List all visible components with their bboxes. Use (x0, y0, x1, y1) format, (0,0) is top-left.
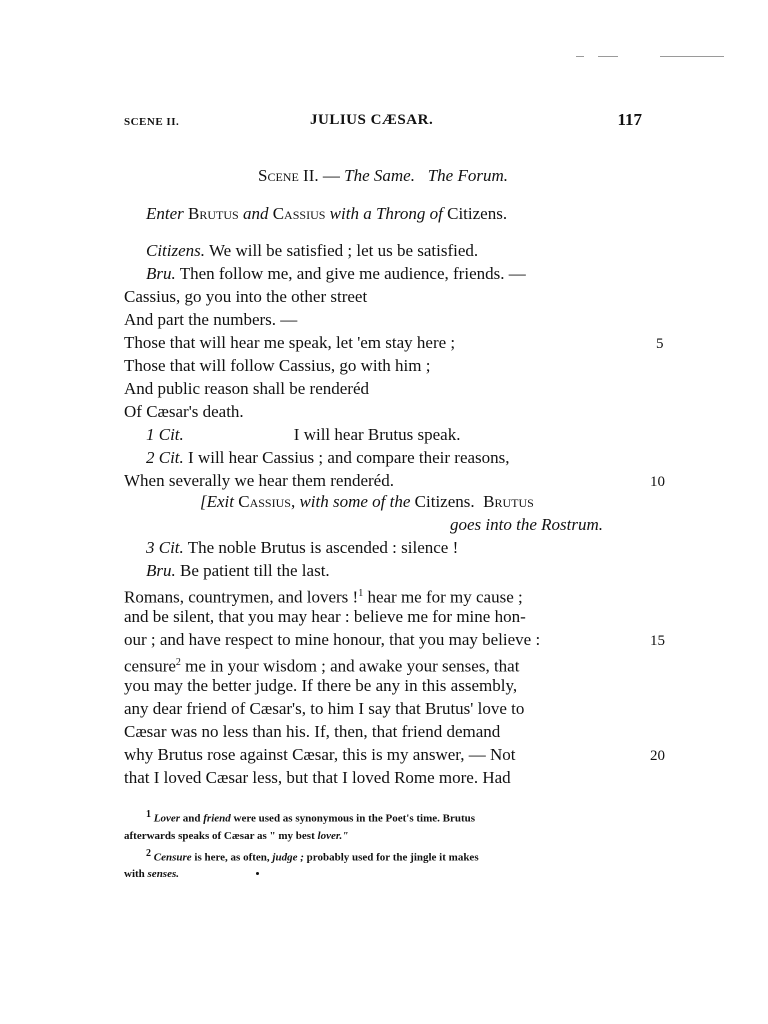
running-header (124, 112, 642, 134)
verse-line: Those that will follow Cassius, go with him ; (124, 356, 431, 375)
verse-line: Those that will hear me speak, let 'em stay here ; (124, 333, 456, 352)
verse-line: Bru. Then follow me, and give me audience, friends. — (146, 264, 526, 283)
prose-line: you may the better judge. If there be any in this assembly, (124, 676, 518, 695)
verse-line: Bru. Be patient till the last. (146, 561, 330, 580)
line-number: 20 (650, 748, 665, 764)
header-scene: SCENE II. (124, 116, 180, 128)
footnotes (124, 806, 642, 883)
footnote-1-cont: afterwards speaks of Cæsar as " my best lover." (124, 829, 349, 842)
prose-line: and be silent, that you may hear : believe me for mine hon- (124, 607, 526, 626)
prose-line: Romans, countrymen, and lovers !$^1$ hear me for my cause ; (124, 587, 523, 607)
prose-line: that I loved Cæsar less, but that I loved Rome more. Had (124, 768, 511, 787)
verse-line: Cassius, go you into the other street (124, 287, 368, 306)
verse-line: And public reason shall be renderéd (124, 379, 369, 398)
stage-direction-enter: Enter Brutus and Cassius with a Throng of Citizens. (146, 204, 508, 223)
verse-line: 3 Cit. The noble Brutus is ascended : silence ! (146, 538, 459, 557)
ink-speck (256, 872, 259, 875)
header-title: JULIUS CÆSAR. (310, 112, 434, 128)
prose-line: Cæsar was no less than his. If, then, that friend demand (124, 722, 501, 741)
top-rule (598, 56, 618, 57)
footnote-2-cont: with senses. (124, 868, 180, 881)
verse-line: 2 Cit. I will hear Cassius ; and compare their reasons, (146, 448, 510, 467)
verse-line: Citizens. We will be satisfied ; let us be satisfied. (146, 241, 479, 260)
top-rule (660, 56, 724, 57)
line-number: 15 (650, 633, 665, 649)
stage-direction-exit: [Exit Cassius, with some of the Citizens. Brutus (200, 492, 534, 511)
verse-line: Of Cæsar's death. (124, 402, 244, 421)
verse-line: When severally we hear them renderéd. (124, 471, 394, 490)
line-number: 10 (650, 474, 665, 490)
prose-line: any dear friend of Cæsar's, to him I say that Brutus' love to (124, 699, 525, 718)
footnote-1: $^1$ Lover and friend were used as synonymous in the Poet's time. Brutus (146, 809, 476, 825)
footnote-2: $^2$ Censure is here, as often, judge ; probably used for the jingle it makes (146, 847, 479, 864)
top-rule (576, 56, 584, 57)
verse-line: And part the numbers. — (124, 310, 298, 329)
line-number: 5 (656, 336, 664, 352)
prose-line: our ; and have respect to mine honour, that you may believe : (124, 630, 541, 649)
page-number: 117 (617, 110, 642, 129)
verse-line: 1 Cit. I will hear Brutus speak. (146, 425, 461, 444)
stage-direction-rostrum: goes into the Rostrum. (450, 515, 603, 534)
prose-line: why Brutus rose against Cæsar, this is my answer, — Not (124, 745, 516, 764)
scene-title: Scene II. — The Same. The Forum. (258, 166, 508, 185)
prose-line: censure$^2$ me in your wisdom ; and awake your senses, that (124, 656, 520, 676)
